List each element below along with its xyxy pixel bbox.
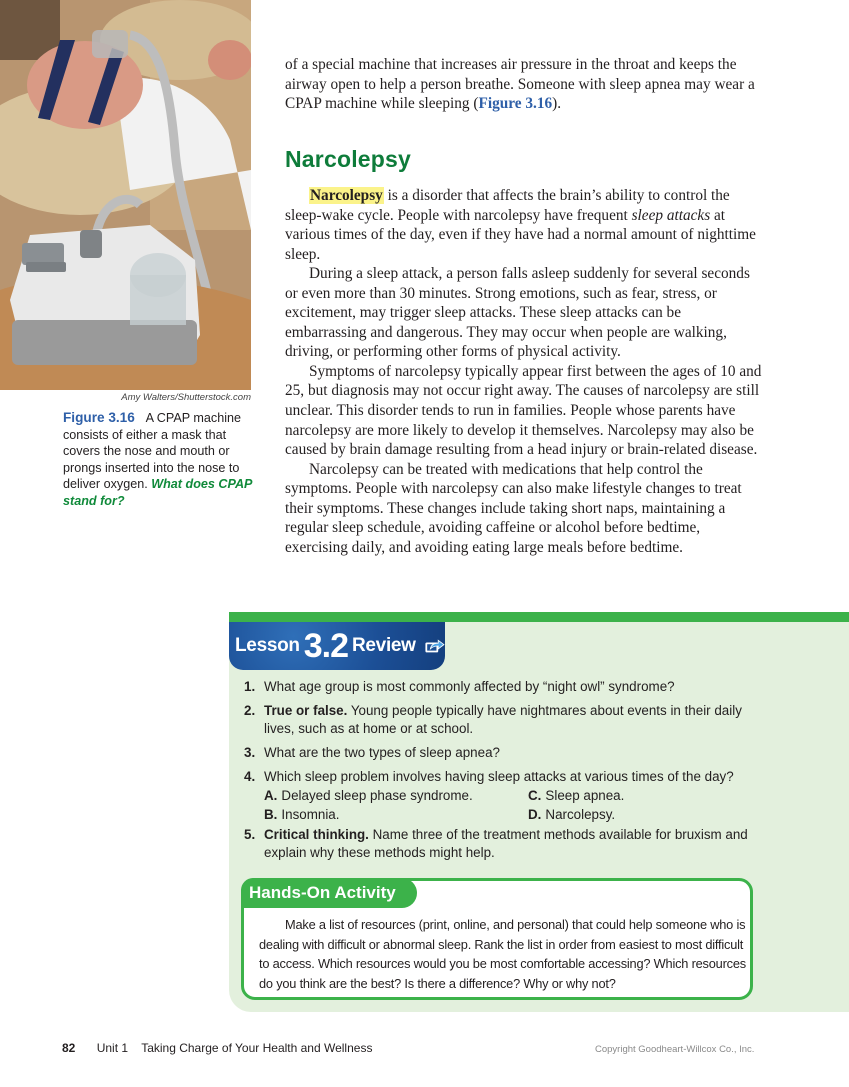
- figure-label: Figure 3.16: [63, 410, 135, 425]
- option-text: Sleep apnea.: [545, 788, 625, 803]
- option-a[interactable]: [264, 787, 528, 805]
- question-1: [244, 678, 764, 696]
- question-5-lead: Critical thinking.: [264, 827, 369, 842]
- emphasis-sleep-attacks: sleep attacks: [631, 206, 711, 224]
- intro-paragraph: [285, 55, 765, 114]
- question-3: [244, 744, 764, 762]
- edit-share-icon[interactable]: [424, 634, 445, 658]
- question-number: 1.: [244, 679, 256, 694]
- option-letter: C.: [528, 788, 542, 803]
- question-2-lead: True or false.: [264, 703, 348, 718]
- question-number: 5.: [244, 827, 256, 842]
- option-text: Insomnia.: [281, 807, 340, 822]
- option-text: Delayed sleep phase syndrome.: [281, 788, 473, 803]
- question-number: 2.: [244, 703, 256, 718]
- figure-question: What does CPAP stand for?: [63, 477, 252, 508]
- activity-title: Hands-On Activity: [241, 878, 417, 908]
- lesson-review-badge: [229, 622, 445, 670]
- figure-reference-link[interactable]: Figure 3.16: [478, 95, 553, 113]
- cpap-photo: [0, 0, 251, 390]
- option-letter: A.: [264, 788, 278, 803]
- option-d[interactable]: [528, 806, 748, 824]
- narcolepsy-section: [285, 186, 765, 557]
- paragraph-3: Symptoms of narcolepsy typically appear first between the ages of 10 and 25, but diagnosis may not occur right away. The causes of narcolepsy are still unclear. This disorder tends to run in families. People whose parents have narcolepsy are more likely to develop it themselves. Narcolepsy may also be caused by brain damage resulting from a head injury or brain-related disease.: [285, 362, 762, 459]
- photo-credit: Amy Walters/Shutterstock.com: [121, 392, 251, 403]
- unit-title: Taking Charge of Your Health and Wellness: [141, 1041, 373, 1055]
- question-4: [244, 768, 764, 786]
- copyright-notice: Copyright Goodheart-Willcox Co., Inc.: [595, 1044, 755, 1055]
- question-number: 3.: [244, 745, 256, 760]
- paragraph-4: Narcolepsy can be treated with medications that help control the symptoms. People with narcolepsy can also make lifestyle changes to treat their symptoms. These changes include taking short naps, maintaining a regular sleep schedule, avoiding caffeine or alcohol before bedtime, exercising daily, and avoiding eating large meals before bedtime.: [285, 460, 742, 556]
- question-5: [244, 826, 764, 862]
- option-letter: D.: [528, 807, 542, 822]
- unit-label: Unit 1: [96, 1041, 129, 1055]
- question-2-text: Young people typically have nightmares about events in their daily lives, such as at home or at school.: [264, 703, 742, 736]
- page-footer: [62, 1041, 372, 1055]
- question-4-text: Which sleep problem involves having sleep attacks at various times of the day?: [264, 769, 734, 784]
- intro-end: ).: [552, 95, 562, 113]
- paragraph-2: During a sleep attack, a person falls asleep suddenly for several seconds or even more than 30 minutes. Strong emotions, such as fear, stress, or excitement, may trigger sleep attacks. These sleep attacks can be embarrassing and dangerous. They may occur when people are walking, driving, or performing other forms of physical activity.: [285, 265, 750, 361]
- question-text: [264, 702, 764, 738]
- lesson-review-box: [229, 612, 849, 1012]
- question-1-text: What age group is most commonly affected by “night owl” syndrome?: [264, 679, 675, 694]
- option-c[interactable]: [528, 787, 748, 805]
- figure-caption: [63, 410, 255, 510]
- question-2: [244, 702, 764, 738]
- question-4-options: [264, 787, 764, 824]
- cpap-photo-illustration: [0, 0, 251, 390]
- page-number: 82: [62, 1041, 76, 1055]
- review-top-bar: [229, 612, 849, 622]
- intro-text: of a special machine that increases air pressure in the throat and keeps the airway open to help a person breathe. Someone with sleep apnea may wear a CPAP machine while sleeping (: [285, 56, 755, 113]
- badge-review-word: Review: [351, 635, 416, 656]
- badge-lesson-number: 3.2: [303, 626, 348, 665]
- option-b[interactable]: [264, 806, 528, 824]
- paragraph-1-text-b: at various times of the day, even if they have had a normal amount of nighttime sleep.: [285, 206, 756, 263]
- paragraph-1-text-a: is a disorder that affects the brain’s ability to control the sleep-wake cycle. People with narcolepsy have frequent: [285, 187, 730, 224]
- question-text: [264, 826, 764, 862]
- hands-on-activity-box: [241, 878, 753, 1000]
- activity-text: Make a list of resources (print, online, and personal) that could help someone who is dealing with difficult or abnormal sleep. Rank the list in order from easiest to most difficult to access. Which resources would you be most comfortable accessing? Which resources do you think are the best? Is there a difference? Why or why not?: [259, 917, 746, 991]
- question-5-text: Name three of the treatment methods available for bruxism and explain why these methods might help.: [264, 827, 748, 860]
- question-number: 4.: [244, 769, 256, 784]
- option-text: Narcolepsy.: [545, 807, 616, 822]
- paragraph-1: [285, 186, 765, 264]
- question-text: [264, 678, 675, 696]
- figure-caption-text: A CPAP machine consists of either a mask that covers the nose and mouth or prongs inserted into the nose to deliver oxygen.: [63, 411, 242, 492]
- key-term-narcolepsy[interactable]: Narcolepsy: [310, 187, 383, 204]
- review-questions: [244, 678, 764, 868]
- badge-lesson-word: Lesson: [235, 635, 300, 656]
- section-heading: Narcolepsy: [285, 146, 412, 172]
- option-letter: B.: [264, 807, 278, 822]
- question-3-text: What are the two types of sleep apnea?: [264, 745, 500, 760]
